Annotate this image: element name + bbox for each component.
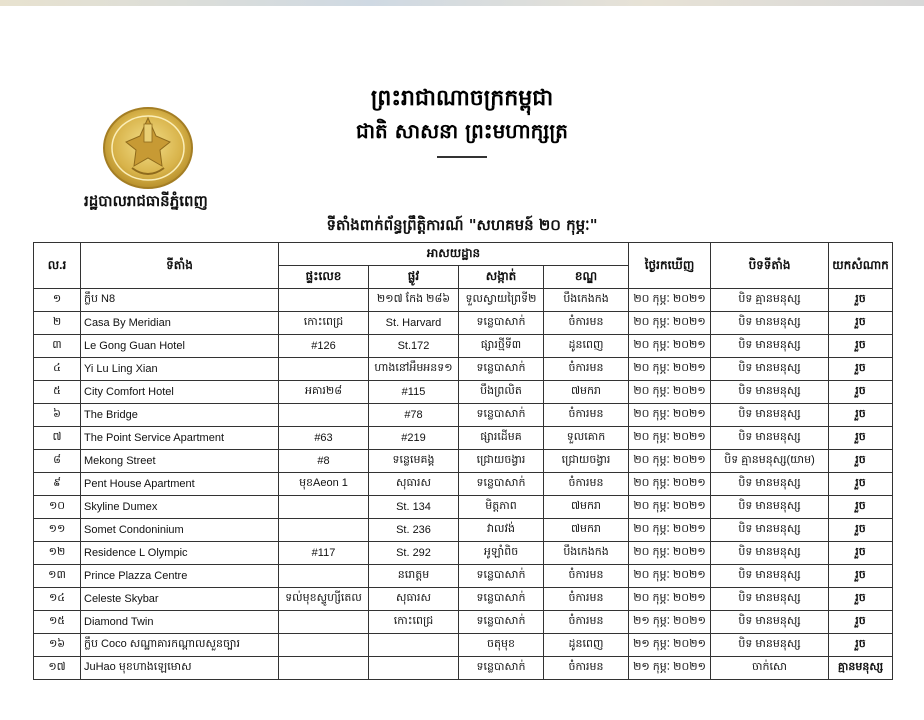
row-sangkat: ជ្រោយចង្វារ xyxy=(459,450,544,473)
row-street: ២១៧ កែង ២៨៦ xyxy=(369,289,459,312)
table-row xyxy=(34,473,893,496)
row-location: Pent House Apartment xyxy=(81,473,279,496)
row-date-found: ២០ កុម្ភៈ ២០២១ xyxy=(629,427,711,450)
row-location: Casa By Meridian xyxy=(81,312,279,335)
row-house-no xyxy=(279,496,369,519)
row-closure: បិទ មានមនុស្ស xyxy=(711,427,829,450)
row-sangkat: ទន្លេបាសាក់ xyxy=(459,358,544,381)
row-house-no xyxy=(279,358,369,381)
row-sampling: រួច xyxy=(829,358,893,381)
row-date-found: ២១ កុម្ភៈ ២០២១ xyxy=(629,634,711,657)
row-closure: បិទ មានមនុស្ស xyxy=(711,542,829,565)
row-house-no: #117 xyxy=(279,542,369,565)
table-row xyxy=(34,634,893,657)
row-street: សុធារស xyxy=(369,588,459,611)
row-closure: បិទ មានមនុស្ស xyxy=(711,611,829,634)
header-sangkat: សង្កាត់ xyxy=(459,266,544,289)
row-number: ២ xyxy=(34,312,81,335)
motto-heading: ជាតិ សាសនា ព្រះមហាក្សត្រ xyxy=(356,119,568,143)
table-row xyxy=(34,312,893,335)
row-sampling: រួច xyxy=(829,611,893,634)
row-house-no xyxy=(279,565,369,588)
row-house-no xyxy=(279,611,369,634)
row-sangkat: ទន្លេបាសាក់ xyxy=(459,404,544,427)
row-closure: បិទ មានមនុស្ស xyxy=(711,519,829,542)
row-sangkat: មិត្តភាព xyxy=(459,496,544,519)
row-street: St. Harvard xyxy=(369,312,459,335)
row-date-found: ២១ កុម្ភៈ ២០២១ xyxy=(629,611,711,634)
row-khan: ចំការមន xyxy=(544,611,629,634)
row-closure: បិទ មានមនុស្ស xyxy=(711,634,829,657)
header-address: អាសយដ្ឋាន xyxy=(279,243,629,266)
row-sampling: រួច xyxy=(829,634,893,657)
row-date-found: ២០ កុម្ភៈ ២០២១ xyxy=(629,312,711,335)
row-sampling: រួច xyxy=(829,565,893,588)
row-closure: ចាក់សោ xyxy=(711,657,829,680)
table-row xyxy=(34,381,893,404)
row-house-no: មុខAeon 1 xyxy=(279,473,369,496)
row-street: កោះពេជ្រ xyxy=(369,611,459,634)
row-sangkat: ទួលស្វាយព្រៃទី២ xyxy=(459,289,544,312)
row-date-found: ២១ កុម្ភៈ ២០២១ xyxy=(629,657,711,680)
organization-name: រដ្ឋបាលរាជធានីភ្នំពេញ xyxy=(84,192,208,210)
table-row xyxy=(34,519,893,542)
row-location: The Bridge xyxy=(81,404,279,427)
row-date-found: ២០ កុម្ភៈ ២០២១ xyxy=(629,588,711,611)
header-closure: បិទទីតាំង xyxy=(711,243,829,289)
row-sangkat: បឹងព្រលិត xyxy=(459,381,544,404)
table-row xyxy=(34,611,893,634)
row-sampling: រួច xyxy=(829,404,893,427)
row-house-no: កោះពេជ្រ xyxy=(279,312,369,335)
row-date-found: ២០ កុម្ភៈ ២០២១ xyxy=(629,496,711,519)
row-number: ១៥ xyxy=(34,611,81,634)
row-sangkat: ទន្លេបាសាក់ xyxy=(459,565,544,588)
row-khan: ចំការមន xyxy=(544,312,629,335)
header-no: ល.រ xyxy=(34,243,81,289)
row-date-found: ២០ កុម្ភៈ ២០២១ xyxy=(629,289,711,312)
row-number: ៨ xyxy=(34,450,81,473)
row-house-no xyxy=(279,404,369,427)
row-number: ៩ xyxy=(34,473,81,496)
locations-table xyxy=(33,242,893,680)
row-house-no xyxy=(279,289,369,312)
kingdom-heading: ព្រះរាជាណាចក្រកម្ពុជា xyxy=(370,85,554,111)
row-khan: បឹងកេងកង xyxy=(544,289,629,312)
row-street: St. 292 xyxy=(369,542,459,565)
row-location: Diamond Twin xyxy=(81,611,279,634)
row-location: Yi Lu Ling Xian xyxy=(81,358,279,381)
row-street xyxy=(369,634,459,657)
row-date-found: ២០ កុម្ភៈ ២០២១ xyxy=(629,542,711,565)
row-location: Somet Condoninium xyxy=(81,519,279,542)
row-street: ហាងនៅអឹមអនទ១ xyxy=(369,358,459,381)
row-sampling: រួច xyxy=(829,427,893,450)
row-location: ក្លឹប Coco សណ្ឋាគារកណ្តាលសួនច្បារ xyxy=(81,634,279,657)
row-house-no: អគារ២៨ xyxy=(279,381,369,404)
row-closure: បិទ មានមនុស្ស xyxy=(711,358,829,381)
row-house-no: #8 xyxy=(279,450,369,473)
row-closure: បិទ មានមនុស្ស xyxy=(711,588,829,611)
row-street: នរោត្តម xyxy=(369,565,459,588)
row-closure: បិទ មានមនុស្ស xyxy=(711,381,829,404)
row-number: ៦ xyxy=(34,404,81,427)
row-number: ១០ xyxy=(34,496,81,519)
table-row xyxy=(34,657,893,680)
row-house-no xyxy=(279,519,369,542)
row-number: ១៤ xyxy=(34,588,81,611)
row-house-no: #126 xyxy=(279,335,369,358)
row-number: ១១ xyxy=(34,519,81,542)
header-date-found: ថ្ងៃរកឃើញ xyxy=(629,243,711,289)
row-location: JuHao មុខហាងឡេមោស xyxy=(81,657,279,680)
row-closure: បិទ គ្មានមនុស្ស(យាម) xyxy=(711,450,829,473)
row-street: #219 xyxy=(369,427,459,450)
row-khan: ចំការមន xyxy=(544,588,629,611)
row-number: ១៧ xyxy=(34,657,81,680)
row-street xyxy=(369,657,459,680)
row-sangkat: ទន្លេបាសាក់ xyxy=(459,611,544,634)
row-location: ក្លឹប N8 xyxy=(81,289,279,312)
row-number: ៥ xyxy=(34,381,81,404)
row-house-no: #63 xyxy=(279,427,369,450)
row-sampling: គ្មានមនុស្ស xyxy=(829,657,893,680)
row-khan: ៧មករា xyxy=(544,496,629,519)
row-khan: ៧មករា xyxy=(544,519,629,542)
row-street: St. 236 xyxy=(369,519,459,542)
row-date-found: ២០ កុម្ភៈ ២០២១ xyxy=(629,473,711,496)
header-khan: ខណ្ឌ xyxy=(544,266,629,289)
row-sangkat: ទន្លេបាសាក់ xyxy=(459,312,544,335)
row-khan: ចំការមន xyxy=(544,358,629,381)
row-date-found: ២០ កុម្ភៈ ២០២១ xyxy=(629,450,711,473)
row-location: Skyline Dumex xyxy=(81,496,279,519)
row-street: សុធារស xyxy=(369,473,459,496)
locations-table-body xyxy=(34,289,893,680)
row-number: ៤ xyxy=(34,358,81,381)
table-row xyxy=(34,358,893,381)
ornament-divider xyxy=(437,156,487,158)
row-sangkat: ទន្លេបាសាក់ xyxy=(459,473,544,496)
table-row xyxy=(34,289,893,312)
row-sangkat: ទន្លេបាសាក់ xyxy=(459,657,544,680)
row-number: ៧ xyxy=(34,427,81,450)
row-sangkat: ផ្សារដើមគ xyxy=(459,427,544,450)
row-street: St.172 xyxy=(369,335,459,358)
row-closure: បិទ មានមនុស្ស xyxy=(711,565,829,588)
row-number: ១៦ xyxy=(34,634,81,657)
row-number: ១ xyxy=(34,289,81,312)
table-row xyxy=(34,427,893,450)
row-location: Mekong Street xyxy=(81,450,279,473)
row-khan: ចំការមន xyxy=(544,473,629,496)
row-date-found: ២០ កុម្ភៈ ២០២១ xyxy=(629,335,711,358)
row-sampling: រួច xyxy=(829,473,893,496)
table-row xyxy=(34,496,893,519)
row-house-no xyxy=(279,634,369,657)
row-house-no: ទល់មុខស្ទូហ្សីតេល xyxy=(279,588,369,611)
row-khan: ដូនពេញ xyxy=(544,335,629,358)
row-sampling: រួច xyxy=(829,588,893,611)
header-location: ទីតាំង xyxy=(81,243,279,289)
row-date-found: ២០ កុម្ភៈ ២០២១ xyxy=(629,404,711,427)
table-row xyxy=(34,404,893,427)
row-sampling: រួច xyxy=(829,450,893,473)
row-number: ៣ xyxy=(34,335,81,358)
row-street: #78 xyxy=(369,404,459,427)
row-khan: ៧មករា xyxy=(544,381,629,404)
row-khan: ដូនពេញ xyxy=(544,634,629,657)
table-row xyxy=(34,565,893,588)
row-sangkat: ចតុមុខ xyxy=(459,634,544,657)
row-sampling: រួច xyxy=(829,289,893,312)
row-location: Celeste Skybar xyxy=(81,588,279,611)
header-house-no: ផ្ទះលេខ xyxy=(279,266,369,289)
header-street: ផ្លូវ xyxy=(369,266,459,289)
row-closure: បិទ មានមនុស្ស xyxy=(711,496,829,519)
row-closure: បិទ មានមនុស្ស xyxy=(711,335,829,358)
table-row xyxy=(34,335,893,358)
row-khan: ចំការមន xyxy=(544,404,629,427)
row-sampling: រួច xyxy=(829,335,893,358)
table-row xyxy=(34,450,893,473)
row-location: City Comfort Hotel xyxy=(81,381,279,404)
table-row xyxy=(34,542,893,565)
row-closure: បិទ គ្មានមនុស្ស xyxy=(711,289,829,312)
row-sangkat: ផ្សារថ្មីទី៣ xyxy=(459,335,544,358)
row-location: The Point Service Apartment xyxy=(81,427,279,450)
row-street: ទន្លេមេគង្គ xyxy=(369,450,459,473)
row-street: St. 134 xyxy=(369,496,459,519)
row-sampling: រួច xyxy=(829,519,893,542)
row-sampling: រួច xyxy=(829,381,893,404)
table-row xyxy=(34,588,893,611)
row-location: Prince Plazza Centre xyxy=(81,565,279,588)
row-sangkat: វាលវង់ xyxy=(459,519,544,542)
top-image-strip xyxy=(0,0,924,6)
row-khan: ចំការមន xyxy=(544,565,629,588)
row-sampling: រួច xyxy=(829,312,893,335)
document-title: ទីតាំងពាក់ព័ន្ធព្រឹត្តិការណ៍ "សហគមន៍ ២០ កុម្ភៈ" xyxy=(326,216,598,234)
row-number: ១៣ xyxy=(34,565,81,588)
row-location: Residence L Olympic xyxy=(81,542,279,565)
row-sampling: រួច xyxy=(829,496,893,519)
row-date-found: ២០ កុម្ភៈ ២០២១ xyxy=(629,565,711,588)
row-sangkat: អូឡាំពិច xyxy=(459,542,544,565)
row-khan: បឹងកេងកង xyxy=(544,542,629,565)
row-closure: បិទ មានមនុស្ស xyxy=(711,312,829,335)
row-khan: ទួលគោក xyxy=(544,427,629,450)
row-date-found: ២០ កុម្ភៈ ២០២១ xyxy=(629,358,711,381)
row-date-found: ២០ កុម្ភៈ ២០២១ xyxy=(629,381,711,404)
row-closure: បិទ មានមនុស្ស xyxy=(711,404,829,427)
row-location: Le Gong Guan Hotel xyxy=(81,335,279,358)
row-number: ១២ xyxy=(34,542,81,565)
row-sampling: រួច xyxy=(829,542,893,565)
row-closure: បិទ មានមនុស្ស xyxy=(711,473,829,496)
phnom-penh-city-seal-icon xyxy=(96,102,200,198)
row-sangkat: ទន្លេបាសាក់ xyxy=(459,588,544,611)
row-khan: ចំការមន xyxy=(544,657,629,680)
header-sampling: យកសំណាក xyxy=(829,243,893,289)
row-house-no xyxy=(279,657,369,680)
row-khan: ជ្រោយចង្វារ xyxy=(544,450,629,473)
row-date-found: ២០ កុម្ភៈ ២០២១ xyxy=(629,519,711,542)
row-street: #115 xyxy=(369,381,459,404)
